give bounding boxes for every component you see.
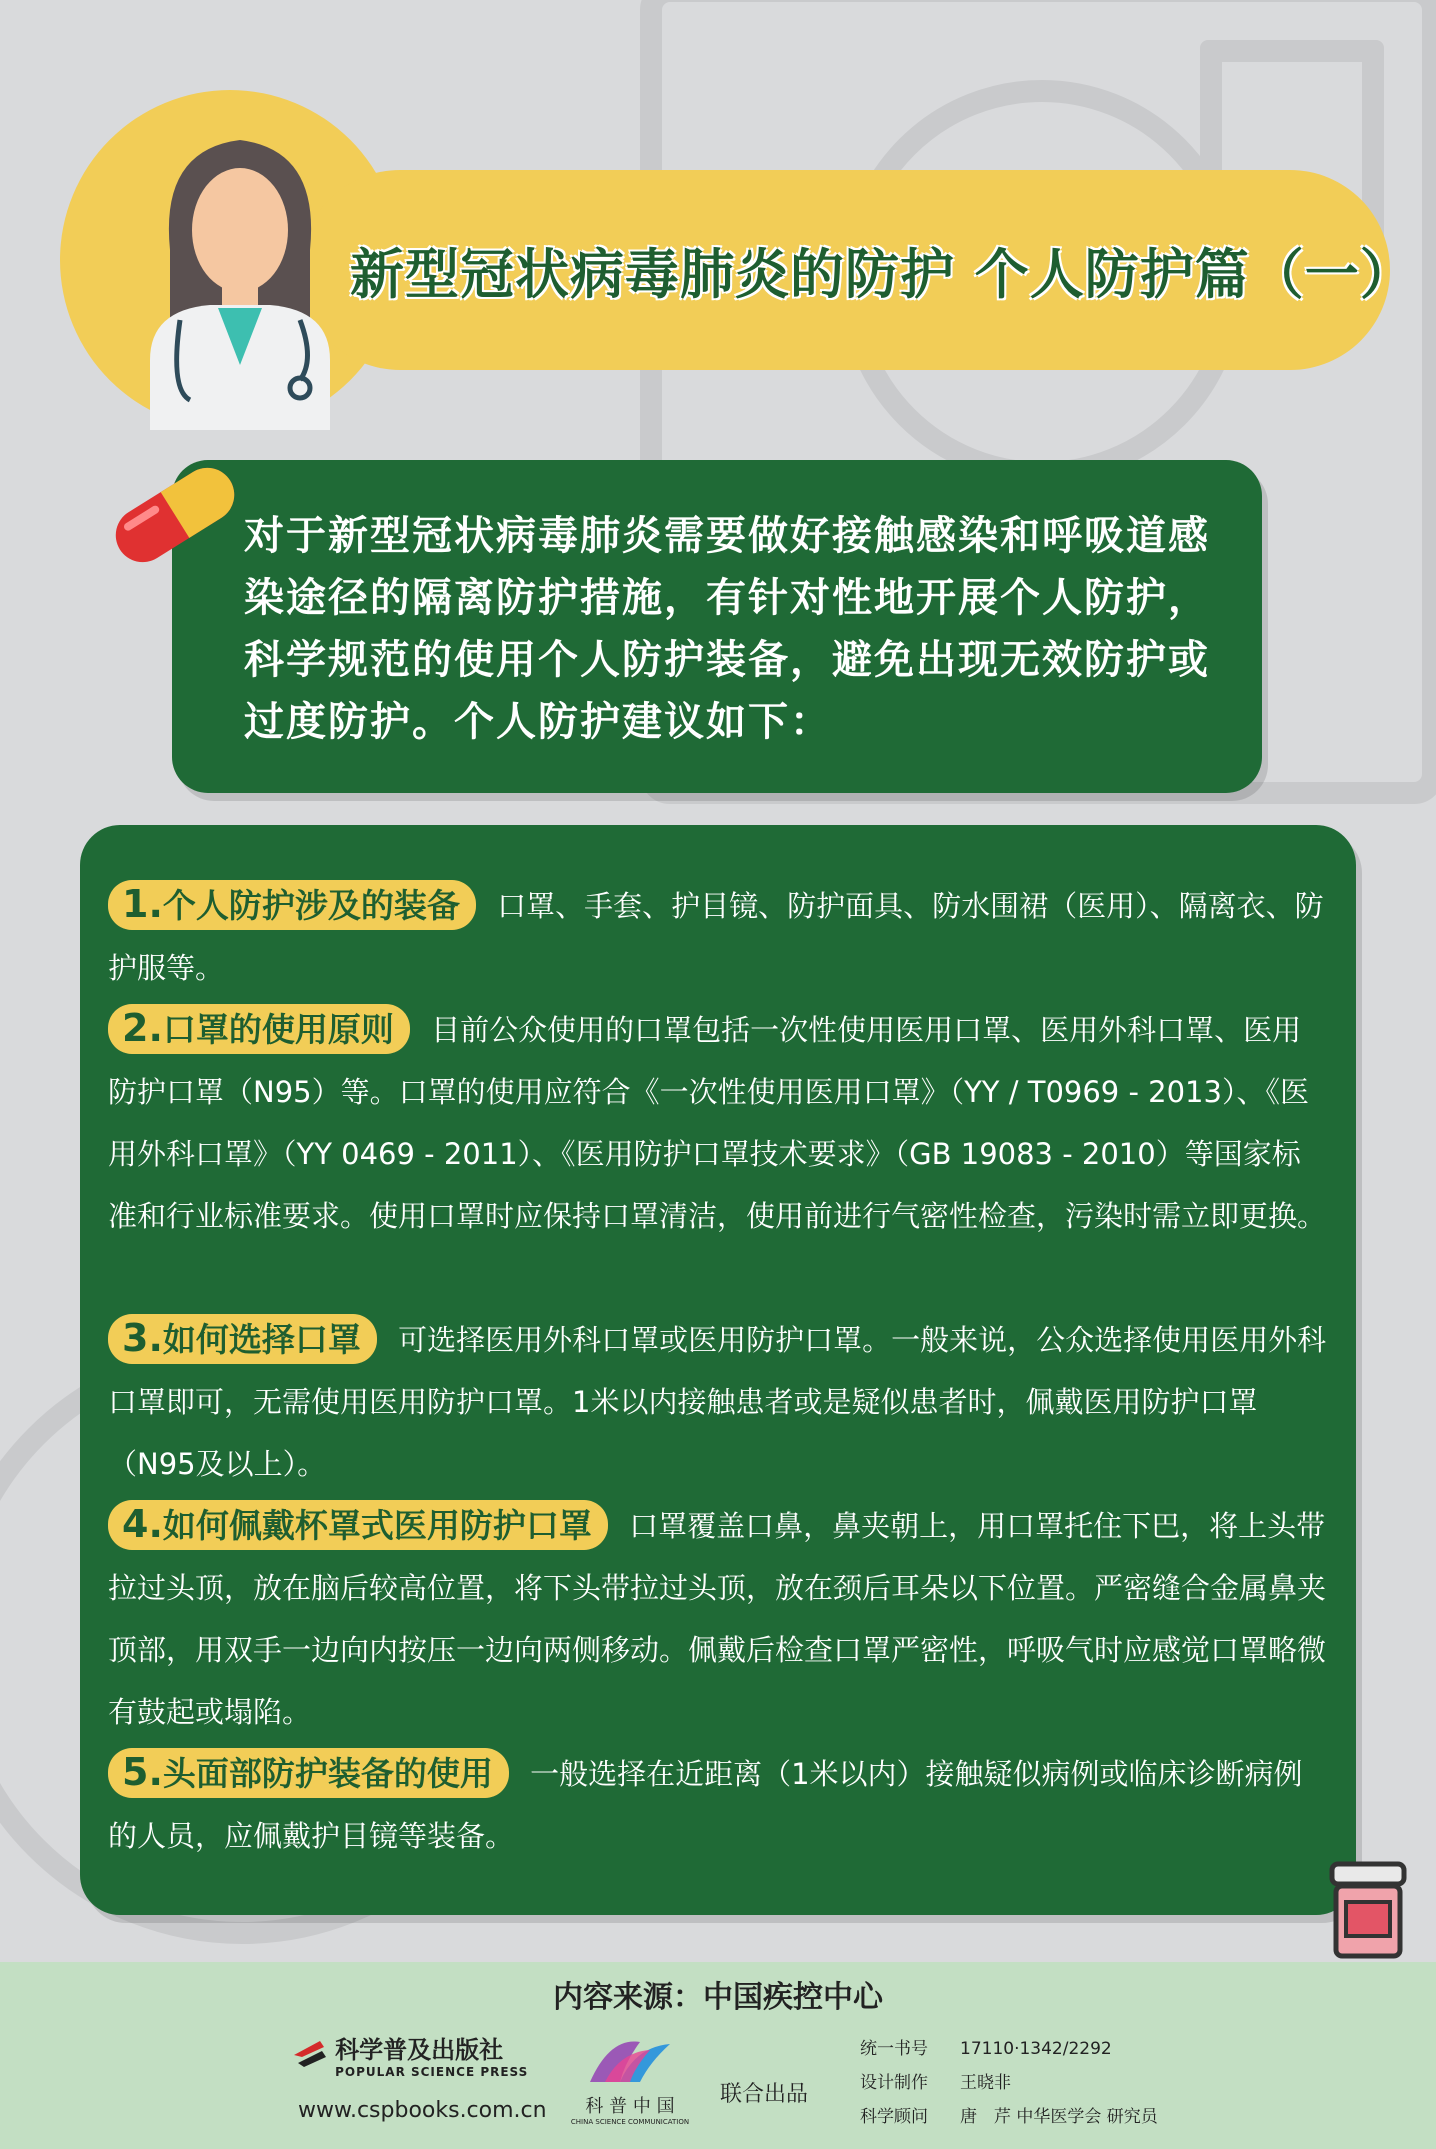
section-2 <box>108 999 1328 1247</box>
credit-row: 设计制作 王晓非 <box>860 2073 1011 2093</box>
website-link[interactable]: www.cspbooks.com.cn <box>298 2098 547 2123</box>
footer <box>0 1962 1436 2149</box>
section-heading: 2.口罩的使用原则 <box>108 1004 410 1054</box>
publisher-emblem-icon <box>290 2037 330 2073</box>
section-heading: 3.如何选择口罩 <box>108 1314 377 1364</box>
publisher-logo <box>290 2030 528 2079</box>
kepu-emblem-icon <box>580 2032 680 2092</box>
section-heading: 5.头面部防护装备的使用 <box>108 1748 509 1798</box>
section-text: 可选择医用外科口罩或医用防护口罩。一般来说，公众选择使用医用外科口罩即可，无需使用医用防护口罩。1米以内接触患者或是疑似患者时，佩戴医用防护口罩（N95及以上）。 <box>108 1323 1327 1481</box>
section-1 <box>108 875 1328 999</box>
section-heading: 4.如何佩戴杯罩式医用防护口罩 <box>108 1500 608 1550</box>
intro-box <box>172 460 1262 793</box>
main-content-box <box>80 825 1356 1915</box>
section-text: 一般选择在近距离（1米以内）接触疑似病例或临床诊断病例的人员，应佩戴护目镜等装备。 <box>108 1757 1303 1853</box>
section-heading: 1.个人防护涉及的装备 <box>108 880 476 930</box>
joint-production: 联合出品 <box>720 2082 809 2107</box>
kepu-china-logo <box>560 2032 700 2142</box>
capsule-icon <box>105 460 245 570</box>
intro-text: 对于新型冠状病毒肺炎需要做好接触感染和呼吸道感染途径的隔离防护措施，有针对性地开展个人防护，科学规范的使用个人防护装备，避免出现无效防护或过度防护。个人防护建议如下： <box>244 513 1210 745</box>
section-5 <box>108 1743 1328 1867</box>
page-title: 新型冠状病毒肺炎的防护 个人防护篇（一） <box>350 243 1415 306</box>
kepu-name: 科 普 中 国 <box>585 2096 675 2117</box>
doctor-illustration <box>130 130 350 430</box>
kepu-name-en: CHINA SCIENCE COMMUNICATION <box>570 2118 690 2126</box>
content-source: 内容来源：中国疾控中心 <box>553 1980 883 2015</box>
credit-row: 统一书号 17110·1342/2292 <box>860 2039 1112 2059</box>
credit-row: 科学顾问 唐 芹 中华医学会 研究员 <box>860 2107 1158 2127</box>
credits <box>860 2032 1158 2134</box>
section-text: 口罩覆盖口鼻，鼻夹朝上，用口罩托住下巴，将上头带拉过头顶，放在脑后较高位置，将下头带拉过头顶，放在颈后耳朵以下位置。严密缝合金属鼻夹顶部，用双手一边向内按压一边向两侧移动。佩戴后检查口罩严密性，呼吸气时应感觉口罩略微有鼓起或塌陷。 <box>108 1509 1327 1729</box>
publisher-name-en: POPULAR SCIENCE PRESS <box>335 2065 529 2079</box>
section-4 <box>108 1495 1328 1743</box>
medicine-jar-icon <box>1328 1860 1408 1960</box>
section-3 <box>108 1309 1328 1495</box>
section-text: 目前公众使用的口罩包括一次性使用医用口罩、医用外科口罩、医用防护口罩（N95）等。口罩的使用应符合《一次性使用医用口罩》（YY / T0969 - 2013）、《医用外科口罩》（YY 0469 - 2011）、《医用防护口罩技术要求》（GB 19083 - 2010）等国家标准和行业标准要求。使用口罩时应保持口罩清洁，使用前进行气密性检查，污染时需立即更换。 <box>108 1013 1327 1233</box>
publisher-name: 科学普及出版社 <box>335 2035 504 2064</box>
section-text: 口罩、手套、护目镜、防护面具、防水围裙（医用）、隔离衣、防护服等。 <box>108 889 1324 985</box>
